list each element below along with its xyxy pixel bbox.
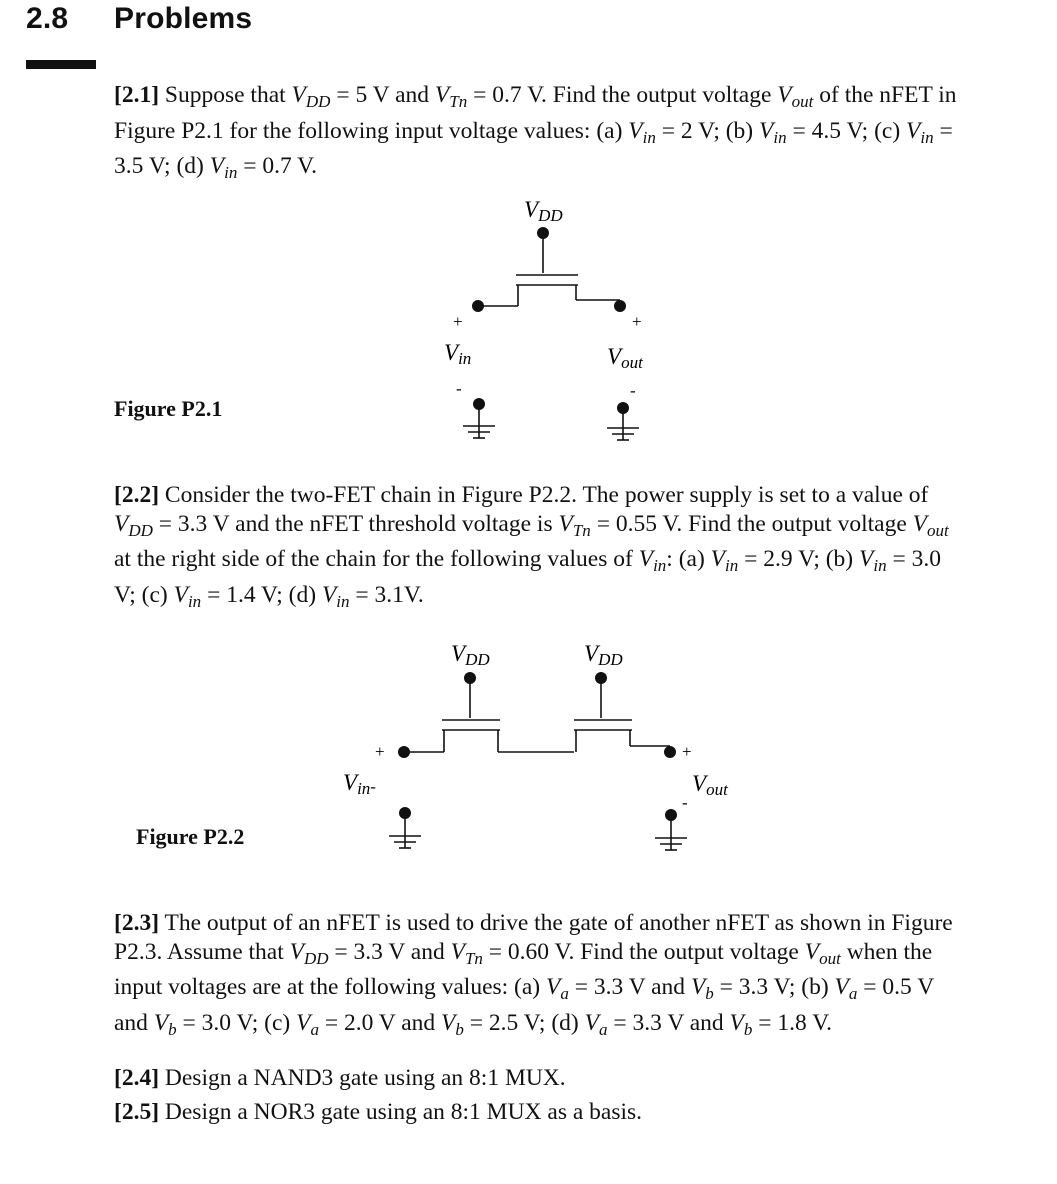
section-header: [26, 2, 252, 36]
problem-tag: [2.4]: [114, 1065, 160, 1091]
vdd1-node: [464, 672, 476, 684]
problem-tag: [2.3]: [114, 910, 160, 936]
figure-p2-2-circuit: [330, 630, 750, 870]
section-rule: [26, 60, 96, 69]
vdd-label: VDD: [524, 197, 563, 225]
vin-plus: +: [453, 312, 463, 331]
vout-node: [664, 746, 676, 758]
vout-ground-node: [617, 402, 629, 414]
vin-label: Vin-: [343, 770, 376, 798]
vdd-node: [537, 227, 549, 239]
problem-text: Design a NAND3 gate using an 8:1 MUX.: [164, 1065, 566, 1091]
vout-plus: +: [682, 742, 692, 761]
problem-2-3: [114, 909, 968, 1044]
problem-2-4: [114, 1064, 968, 1093]
vout-ground-node: [665, 809, 677, 821]
figure-p2-1-label: Figure P2.1: [114, 396, 223, 421]
problem-2-2: [114, 481, 968, 616]
vout-label: Vout: [692, 771, 728, 799]
problem-tag: [2.5]: [114, 1099, 160, 1125]
figure-p2-2-label: Figure P2.2: [136, 824, 245, 849]
section-number: 2.8: [26, 2, 69, 35]
problem-text: Design a NOR3 gate using an 8:1 MUX as a basis.: [164, 1099, 643, 1125]
problem-text: Consider the two-FET chain in Figure P2.2. The power supply is set to a value of $V_{DD} = 3.3$ V and the nFET threshold voltage is $V_{Tn} = 0.55$ V. Find the output voltage $V_{out}$ at the right side of the chain for the following values of $V_{in}$: (a) $V_{in} = 2.9$ V; (b) $V_{in} = 3.0$ V; (c) $V_{in} = 1.4$ V; (d) $V_{in} = 3.1V$.: [114, 482, 949, 611]
vout-node: [614, 300, 626, 312]
vin-ground-node: [473, 398, 485, 410]
vout-minus: -: [682, 793, 688, 812]
vdd2-node: [595, 672, 607, 684]
vdd2-label: VDD: [584, 641, 623, 669]
vin-node: [472, 300, 484, 312]
vdd1-label: VDD: [451, 641, 490, 669]
vin-node: [398, 746, 410, 758]
vin-label: Vin: [444, 340, 472, 368]
vout-minus: -: [630, 381, 636, 400]
vout-plus: +: [632, 312, 642, 331]
problem-tag: [2.2]: [114, 482, 160, 508]
figure-p2-1-circuit: [420, 190, 680, 460]
problem-tag: [2.1]: [114, 82, 160, 108]
vout-label: Vout: [607, 344, 643, 372]
section-title: Problems: [114, 2, 253, 35]
problem-text: Suppose that $V_{DD} = 5$ V and $V_{Tn} = 0.7$ V. Find the output voltage $V_{out}$ of the nFET in Figure P2.1 for the following input voltage values: (a) $V_{in} = 2$ V; (b) $V_{in} = 4.5$ V; (c) $V_{in} = 3.5$ V; (d) $V_{in} = 0.7$ V.: [114, 82, 957, 182]
vin-minus: -: [456, 379, 462, 398]
problem-2-5: [114, 1098, 968, 1127]
vin-plus: +: [375, 742, 385, 761]
vin-ground-node: [399, 807, 411, 819]
problem-text: The output of an nFET is used to drive the gate of another nFET as shown in Figure P2.3. Assume that $V_{DD} = 3.3$ V and $V_{Tn} = 0.60$ V. Find the output voltage $V_{out}$ when the input voltages are at the following values: (a) $V_a = 3.3$ V and $V_b = 3.3$ V; (b) $V_a = 0.5$ V and $V_b = 3.0$ V; (c) $V_a = 2.0$ V and $V_b = 2.5$ V; (d) $V_a = 3.3$ V and $V_b = 1.8$ V.: [114, 910, 953, 1039]
problem-2-1: [114, 81, 968, 188]
